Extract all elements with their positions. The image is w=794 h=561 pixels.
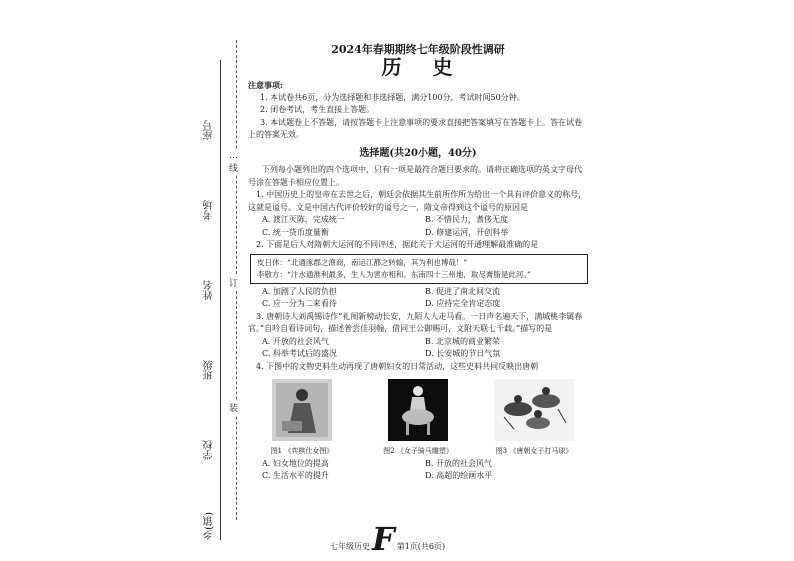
quote-line: 皮日休：“北通涿郡之渔商，南运江都之转输，其为利也博哉！” bbox=[257, 257, 468, 267]
polo-players-image bbox=[494, 379, 574, 441]
option-b[interactable]: B. 促进了南北间交流 bbox=[425, 286, 500, 296]
township-field[interactable] bbox=[196, 460, 236, 540]
option-b[interactable]: B. 北京城的商业繁荣 bbox=[425, 336, 500, 346]
class-label: 班级 bbox=[204, 360, 215, 380]
class-field[interactable] bbox=[196, 300, 236, 380]
horse-rider-sculpture-image bbox=[388, 379, 448, 441]
question-4-options bbox=[248, 458, 588, 483]
exam-title: 2024年春期期终七年级阶段性调研 bbox=[331, 43, 505, 56]
school-field[interactable] bbox=[196, 380, 236, 460]
option-a[interactable]: A. 加剧了人民的负担 bbox=[262, 286, 337, 296]
option-a[interactable]: A. 渡江灭陈，完成统一 bbox=[262, 215, 345, 224]
quote-box bbox=[250, 254, 588, 284]
seat-number-field[interactable] bbox=[196, 60, 236, 140]
question-1-options bbox=[248, 214, 588, 239]
notice-item: 3. 本试题卷上不答题，请按答题卡上注意事项的要求直接把答案填写在答题卡上。答在试卷上的答案无效。 bbox=[248, 117, 583, 139]
paper-version-mark: F bbox=[372, 520, 395, 558]
seat-number-label: 座号 bbox=[204, 120, 215, 140]
question-3-options bbox=[248, 336, 588, 361]
option-b[interactable]: B. 开放的社会风气 bbox=[425, 458, 492, 468]
question-2-options bbox=[248, 286, 588, 311]
footer-page-number: 第1页(共6页) bbox=[396, 542, 446, 551]
page-footer bbox=[330, 520, 446, 558]
option-d[interactable]: D. 长安城的节日气氛 bbox=[425, 349, 501, 358]
figure-3 bbox=[484, 379, 584, 458]
footer-subject: 七年级历史 bbox=[330, 542, 370, 551]
option-d[interactable]: D. 修建运河，开创科举 bbox=[425, 227, 509, 237]
option-c[interactable]: C. 应一分为二来看待 bbox=[262, 299, 337, 308]
fold-char-ding: 订 bbox=[229, 275, 238, 290]
figure-3-caption: 图3 《唐朝女子打马球》 bbox=[495, 447, 573, 455]
section-title: 选择题(共20小题，40分) bbox=[359, 147, 477, 159]
option-b[interactable]: B. 不惜民力，耆侈无度 bbox=[425, 215, 508, 224]
figure-1 bbox=[252, 379, 352, 458]
figure-2-caption: 图2 《女子骑马雕塑》 bbox=[383, 447, 453, 455]
name-label: 姓名 bbox=[204, 280, 215, 300]
option-d[interactable]: D. 应持完全肯定态度 bbox=[425, 299, 501, 308]
subject-title: 历 史 bbox=[381, 54, 465, 79]
option-c[interactable]: C. 生活水平的提升 bbox=[262, 471, 329, 480]
exam-room-label: 考场 bbox=[204, 200, 215, 220]
notice-heading: 注意事项: bbox=[248, 80, 283, 90]
option-a[interactable]: A. 妇女地位的提高 bbox=[262, 458, 329, 468]
township-label: 乡(镇) bbox=[204, 512, 215, 540]
fold-char-zhuang: 装 bbox=[229, 400, 238, 415]
option-d[interactable]: D. 高超的绘画水平 bbox=[425, 471, 493, 480]
option-c[interactable]: C. 统一货币度量衡 bbox=[262, 227, 329, 237]
notice-item: 1. 本试卷共6页，分为选择题和非选择题，满分100分，考试时间50分钟。 bbox=[260, 92, 525, 102]
fold-char-line: …线 bbox=[229, 151, 239, 174]
section-intro: 下列每小题列出的四个选项中，只有一项是最符合题目要求的。请将正确选项的英文字母代号涂在答题卡相应位置上。 bbox=[248, 165, 582, 187]
binding-margin bbox=[0, 0, 240, 561]
question-3-stem: 3. 唐朝诗人刘禹锡诗作“礼闱新榜动长安，九陌人人走马看。一日声名遍天下，满城桃李属春官。”自吟自看诗词句，描述普尝佳羽翰，借同王公御赐可，文附天联七千载。”描写的是 bbox=[248, 311, 583, 333]
notice-block bbox=[248, 79, 588, 142]
notice-item: 2. 闭卷考试，考生直接上答题。 bbox=[260, 105, 375, 114]
question-4-figures bbox=[248, 379, 588, 458]
question-4-stem: 4. 下图中的文物史料生动再现了唐朝妇女的日常活动，这些史料共同反映出唐朝 bbox=[256, 361, 539, 371]
figure-2 bbox=[368, 379, 468, 458]
go-game-lady-image bbox=[272, 379, 332, 441]
exam-content bbox=[248, 44, 588, 483]
figure-1-caption: 图1 《弈棋仕女图》 bbox=[270, 447, 334, 455]
option-c[interactable]: C. 科举考试后的盛况 bbox=[262, 349, 337, 358]
school-label: 学校 bbox=[204, 440, 215, 460]
question-2-stem: 2. 下面是后人对隋朝大运河的不同评述，据此关于大运河的开通理解最准确的是 bbox=[256, 240, 539, 249]
quote-line: 李敬方：“汴水通淮利最多，生人为害亦相和。东南四十三州地，取尽膏脂是此河。” bbox=[257, 269, 531, 279]
question-1-stem: 1. 中国历史上的皇帝在去世之后，朝廷会依据其生前所作所为给出一个具有评价意义的称号，这就是谥号。文是中国古代评价较好的谥号之一，隋文帝得到这个谥号的原因是 bbox=[248, 190, 587, 212]
option-a[interactable]: A. 开放的社会风气 bbox=[262, 336, 329, 346]
